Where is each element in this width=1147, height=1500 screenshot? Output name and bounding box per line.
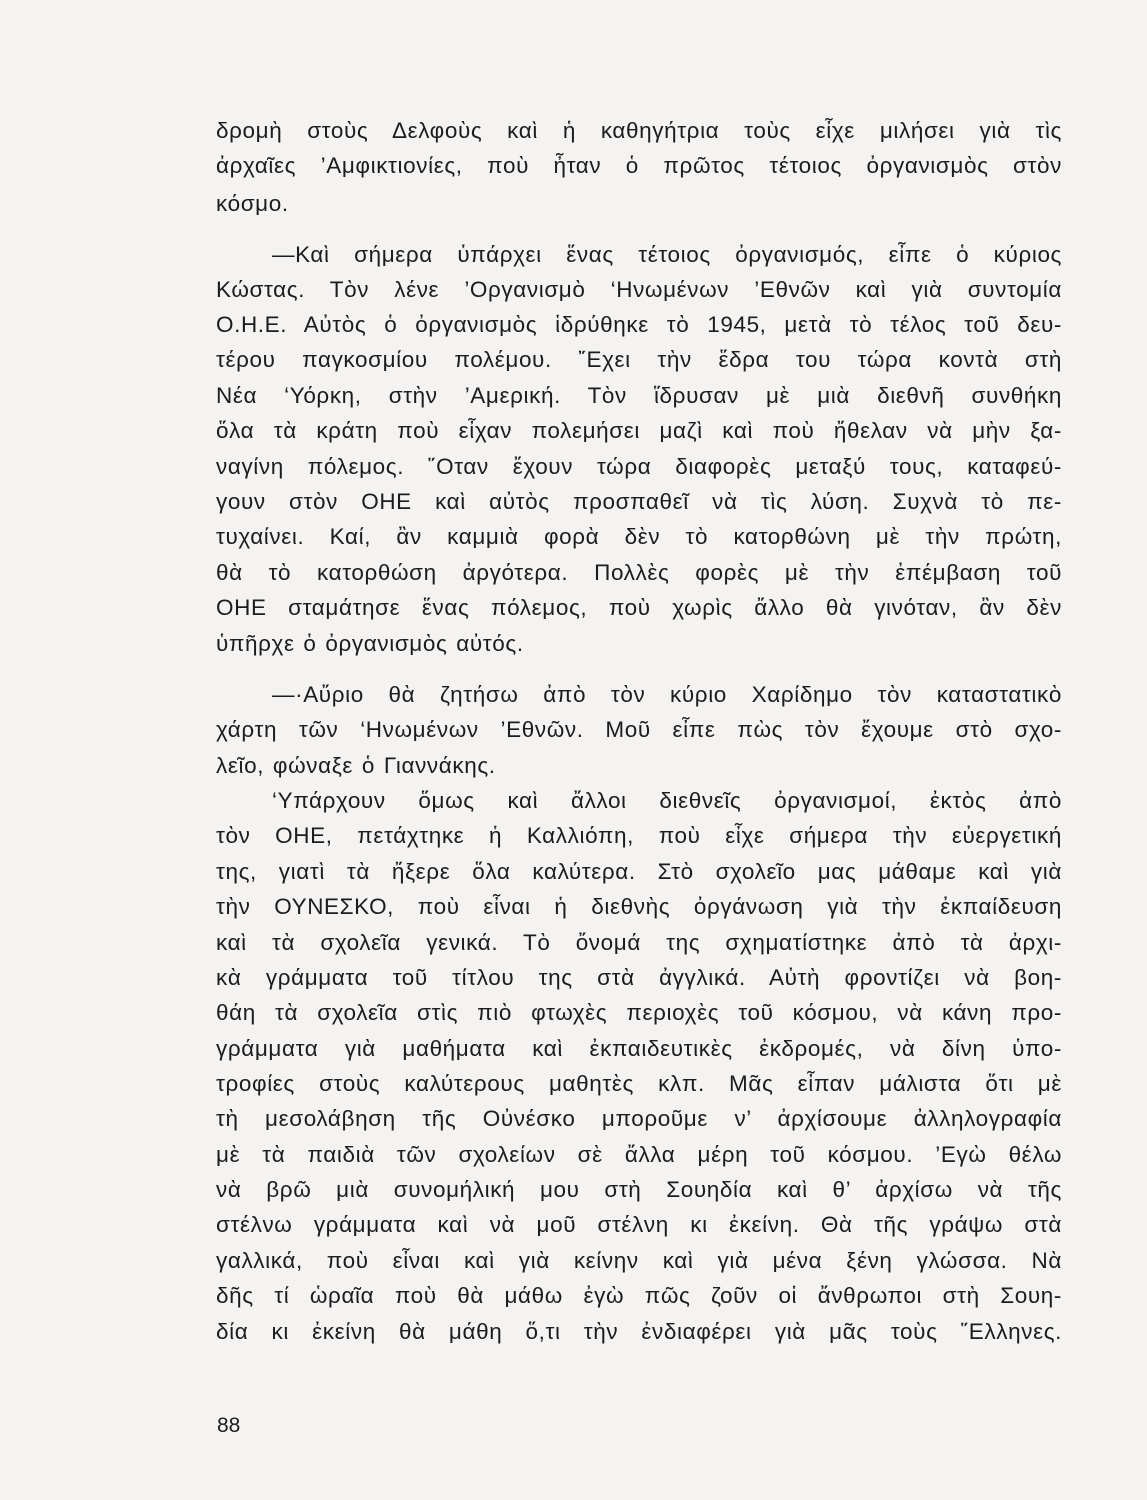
text-line: στέλνω γράμματα καὶ νὰ μοῦ στέλνη κι ἐκείνη. Θὰ τῆς γράψω στὰ <box>216 1212 1062 1237</box>
text-line: τυχαίνει. Καί, ἂν καμμιὰ φορὰ δὲν τὸ κατορθώνη μὲ τὴν πρώτη, <box>216 524 1062 549</box>
text-line: θάη τὰ σχολεῖα στὶς πιὸ φτωχὲς περιοχὲς τοῦ κόσμου, νὰ κάνη προ- <box>216 1000 1062 1025</box>
text-line: γαλλικά, ποὺ εἶναι καὶ γιὰ κείνην καὶ γιὰ μένα ξένη γλώσσα. Νὰ <box>216 1248 1062 1273</box>
text-line: Νέα ‘Υόρκη, στὴν ’Αμερική. Τὸν ἵδρυσαν μὲ μιὰ διεθνῆ συνθήκη <box>216 383 1062 408</box>
text-line: κόσμο. <box>216 191 289 216</box>
text-line: τροφίες στοὺς καλύτερους μαθητὲς κλπ. Μᾶς εἶπαν μάλιστα ὅτι μὲ <box>216 1071 1062 1096</box>
text-line: κὰ γράμματα τοῦ τίτλου της στὰ ἀγγλικά. Αὐτὴ φροντίζει νὰ βοη- <box>216 965 1062 990</box>
text-line: δῆς τί ὡραῖα ποὺ θὰ μάθω ἐγὼ πῶς ζοῦν οἱ ἄνθρωποι στὴ Σουη- <box>216 1283 1062 1308</box>
text-line: γράμματα γιὰ μαθήματα καὶ ἐκπαιδευτικὲς ἐκδρομές, νὰ δίνη ὑπο- <box>216 1036 1062 1061</box>
text-line: της, γιατὶ τὰ ἤξερε ὅλα καλύτερα. Στὸ σχολεῖο μας μάθαμε καὶ γιὰ <box>216 859 1062 884</box>
text-line: ‘Υπάρχουν ὅμως καὶ ἄλλοι διεθνεῖς ὀργανισμοί, ἐκτὸς ἀπὸ <box>272 788 1062 813</box>
text-line: μὲ τὰ παιδιὰ τῶν σχολείων σὲ ἄλλα μέρη τοῦ κόσμου. ’Εγὼ θέλω <box>216 1142 1062 1167</box>
text-line: θὰ τὸ κατορθώση ἀργότερα. Πολλὲς φορὲς μὲ τὴν ἐπέμβαση τοῦ <box>216 560 1062 585</box>
text-line: χάρτη τῶν ‘Ηνωμένων ’Εθνῶν. Μοῦ εἶπε πὼς τὸν ἔχουμε στὸ σχο- <box>216 717 1062 742</box>
text-line: νὰ βρῶ μιὰ συνομήλική μου στὴ Σουηδία καὶ θ’ ἀρχίσω νὰ τῆς <box>216 1177 1062 1202</box>
text-line: ναγίνη πόλεμος. ῞Οταν ἔχουν τώρα διαφορὲς μεταξύ τους, καταφεύ- <box>216 454 1062 479</box>
text-line: ὅλα τὰ κράτη ποὺ εἶχαν πολεμήσει μαζὶ καὶ ποὺ ἤθελαν νὰ μὴν ξα- <box>216 418 1062 443</box>
text-line: τέρου παγκοσμίου πολέμου. ῎Εχει τὴν ἕδρα του τώρα κοντὰ στὴ <box>216 347 1062 372</box>
text-line: καὶ τὰ σχολεῖα γενικά. Τὸ ὄνομά της σχηματίστηκε ἀπὸ τὰ ἀρχι- <box>216 930 1062 955</box>
text-line: Κώστας. Τὸν λένε ’Οργανισμὸ ‘Ηνωμένων ’Εθνῶν καὶ γιὰ συντομία <box>216 277 1062 302</box>
text-line: δρομὴ στοὺς Δελφοὺς καὶ ἡ καθηγήτρια τοὺς εἶχε μιλήσει γιὰ τὶς <box>216 118 1062 143</box>
text-line: τὸν ΟΗΕ, πετάχτηκε ἡ Καλλιόπη, ποὺ εἶχε σήμερα τὴν εὐεργετική <box>216 823 1062 848</box>
text-line: —·Αὔριο θὰ ζητήσω ἀπὸ τὸν κύριο Χαρίδημο τὸν καταστατικὸ <box>272 682 1062 707</box>
text-line: ὑπῆρχε ὁ ὀργανισμὸς αὐτός. <box>216 631 524 656</box>
text-line: γουν στὸν ΟΗΕ καὶ αὐτὸς προσπαθεῖ νὰ τὶς λύση. Συχνὰ τὸ πε- <box>216 489 1062 514</box>
text-line: Ο.Η.Ε. Αὐτὸς ὁ ὀργανισμὸς ἱδρύθηκε τὸ 1945, μετὰ τὸ τέλος τοῦ δευ- <box>216 312 1062 337</box>
text-line: ἀρχαῖες ’Αμφικτιονίες, ποὺ ἦταν ὁ πρῶτος τέτοιος ὀργανισμὸς στὸν <box>216 153 1062 178</box>
text-line: λεῖο, φώναξε ὁ Γιαννάκης. <box>216 753 496 778</box>
text-line: τὴ μεσολάβηση τῆς Οὐνέσκο μποροῦμε ν’ ἀρχίσουμε ἀλληλογραφία <box>216 1106 1062 1131</box>
text-line: ΟΗΕ σταμάτησε ἕνας πόλεμος, ποὺ χωρὶς ἄλλο θὰ γινόταν, ἂν δὲν <box>216 595 1062 620</box>
text-line: —Καὶ σήμερα ὑπάρχει ἕνας τέτοιος ὀργανισμός, εἶπε ὁ κύριος <box>272 242 1062 267</box>
page-number: 88 <box>217 1414 241 1437</box>
text-line: δία κι ἐκείνη θὰ μάθη ὅ,τι τὴν ἐνδιαφέρει γιὰ μᾶς τοὺς ῞Ελληνες. <box>216 1319 1062 1344</box>
text-line: τὴν ΟΥΝΕΣΚΟ, ποὺ εἶναι ἡ διεθνὴς ὀργάνωση γιὰ τὴν ἐκπαίδευση <box>216 894 1062 919</box>
